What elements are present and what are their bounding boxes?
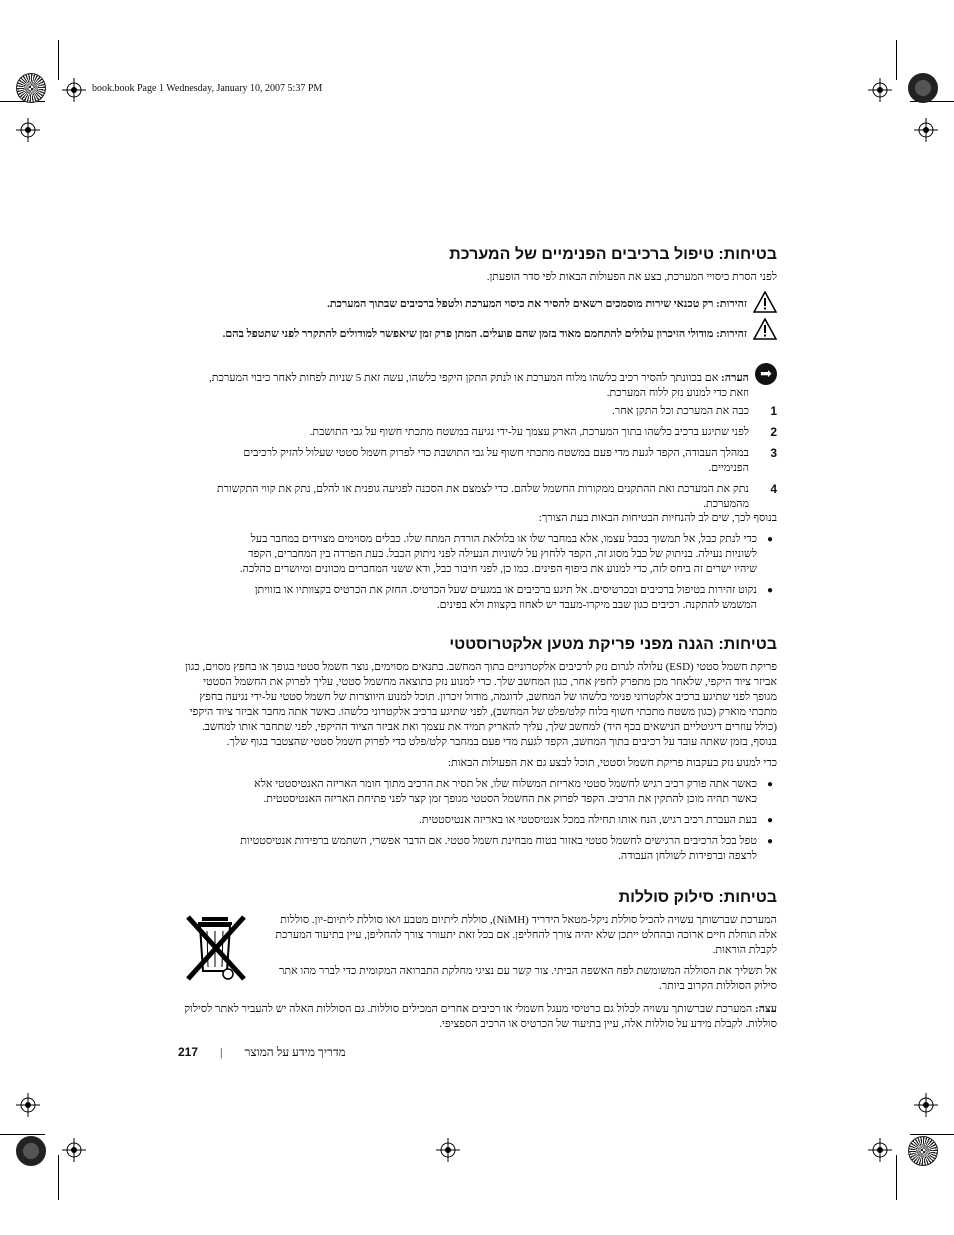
warning-text: זהירות: מודולי הזיכרון עלולים להתחמם מאוד בזמן שהם פועלים. המתן פרק זמן שיאפשר למודולים להתקרר לפני שתטפל בהם. — [222, 328, 747, 340]
step-item — [178, 425, 777, 440]
registration-crosshair — [16, 1093, 40, 1117]
bullet-icon: ● — [766, 836, 774, 847]
section-battery-disposal — [178, 889, 777, 1032]
page-footer — [178, 1045, 777, 1060]
step-number: 3 — [770, 446, 777, 460]
crossed-bin-icon — [184, 913, 254, 985]
tip-text — [178, 1002, 777, 1032]
registration-rosette — [908, 1136, 938, 1166]
list-item — [178, 532, 777, 577]
registration-rosette — [16, 73, 46, 103]
crop-mark — [896, 40, 897, 80]
note-box — [178, 363, 777, 401]
registration-crosshair — [914, 118, 938, 142]
section-title: בטיחות: סילוק סוללות — [618, 889, 777, 906]
warning-box — [178, 291, 777, 313]
page-number: 217 — [178, 1045, 199, 1059]
steps-list — [178, 404, 777, 518]
section-title: בטיחות: הגנה מפני פריקת מטען אלקטרוסטטי — [449, 636, 777, 653]
step-text: לפני שתיגע ברכיב כלשהו בתוך המערכת, הארק עצמך על-ידי נגיעה במשטח מתכתי חשוף על גבי התושבת. — [309, 426, 749, 438]
crop-mark — [910, 1134, 954, 1135]
note-body: אם בכוונתך להסיר רכיב כלשהו מלוח המערכת או לנתק התקן היקפי כלשהו, עשה זאת 5 שניות לפחות לאחר כיבוי המערכת, וזאת כדי למנוע נזק ללוח המערכת. — [209, 372, 749, 399]
step-item — [178, 404, 777, 419]
section-esd-protection — [178, 636, 777, 870]
step-item — [178, 446, 777, 476]
footer-guide-title: מדריך מידע על המוצר — [244, 1045, 346, 1059]
list-item — [178, 813, 777, 828]
battery-paragraph: אל תשליך את הסוללה המשומשת לפח האשפה הביתי. צור קשר עם נציגי מחלקת התברואה המקומית כדי לברר מהו אתר סילוק הסוללות הקרוב ביותר. — [278, 965, 777, 992]
section-intro: לפני הסרת כיסויי המערכת, בצע את הפעולות הבאות לפי סדר הופעתן. — [486, 271, 777, 283]
bullet-icon: ● — [766, 585, 774, 596]
registration-crosshair — [62, 78, 86, 102]
step-text: במהלך העבודה, הקפד לגעת מדי פעם במשטח מתכתי חשוף על גבי התושבת כדי לפרוק חשמל סטטי שעלול להזיק לרכיבים הפנימיים. — [243, 447, 749, 474]
list-item — [178, 777, 777, 807]
bullet-list — [178, 532, 777, 613]
list-item-text: טפל בכל הרכיבים הרגישים לחשמל סטטי באזור בטוח מבחינת חשמל סטטי. אם הדבר אפשרי, השתמש ברפידות אנטיסטטיות לרצפה וברפידות לשולחן העבודה. — [240, 835, 757, 862]
warning-triangle-icon — [753, 318, 777, 340]
list-item-text: כדי לנתק כבל, אל תמשוך בכבל עצמו, אלא במחבר שלו או בלולאת הורדת המתח שלו. כבלים מסוימים מצוידים במחבר בעל לשוניות נעילה. בניתוק של כבל מסוג זה, הקפד ללחוץ על לשוניות הנעילה לפני ניתוק הכבל. בעת הפרדה בין המחברים, הקפד שיהיו ישרים זה ביחס לזה, כדי למנוע את כיפוף הפינים. כמו כן, לפני חיבור כבל, ודא ששני המחברים מכוונים ומיושרים כהלכה. — [239, 533, 757, 575]
note-icon: ➡ — [755, 363, 777, 385]
section-handling-internal-components — [178, 246, 777, 285]
note-text — [189, 363, 749, 401]
step-text: נתק את המערכת ואת ההתקנים ממקורות החשמל שלהם. כדי לצמצם את הסכנה לפגיעה גופנית או להלם, נתק את קווי התקשורת מהמערכת. — [216, 483, 749, 510]
print-header-stamp: book.book Page 1 Wednesday, January 10, 2007 5:37 PM — [92, 83, 323, 94]
list-item — [178, 834, 777, 864]
footer-separator: | — [220, 1045, 223, 1059]
crop-mark — [896, 1155, 897, 1200]
note-label: הערה: — [721, 372, 749, 384]
step-text: כבה את המערכת וכל התקן אחר. — [612, 405, 749, 417]
registration-crosshair — [62, 1138, 86, 1162]
bullet-list — [178, 777, 777, 864]
section-body: פריקת חשמל סטטי (ESD) עלולה לגרום נזק לרכיבים אלקטרוניים בתוך המחשב. בתנאים מסוימים, נוצר חשמל סטטי בגופך או בחפץ מסוים, כגון אביזר ציוד היקפי, שלאחר מכן מתפרק לחפץ אחר, כגון המחשב שלך. כדי למנוע נזק כתוצאה מחשמל סטטי, עליך לפרוק את החשמל הסטטי מגופך לפני שתיגע ברכיב אלקטרוני פנימי כלשהו של המחשב, לדוגמה, מודול זיכרון. תוכל למנוע היווצרות של חשמל סטטי על-ידי נגיעה בחפץ מתכתי מוארק (כגון משטח מתכתי חשוף בלוח קלט/פלט של המחשב), לפני שתיגע ברכיב אלקטרוני כלשהו. כאשר אתה מחבר אביזר ציוד היקפי (כולל עוזרים דיגיטליים הנישאים בכף היד) למחשב שלך, עליך להאריק תמיד את עצמך ואת אביזר הציוד ההיקפי, לפני שתחבר אותו למחשב. בנוסף, בזמן שאתה עובד על רכיבים בתוך המחשב, הקפד לגעת מדי פעם במחבר קלט/פלט כדי לפרוק חשמל סטטי שהצטבר בגוף שלך. — [185, 661, 777, 748]
step-number: 4 — [770, 482, 777, 496]
crop-mark — [58, 40, 59, 80]
registration-crosshair — [16, 118, 40, 142]
list-item-text: בעת העברת רכיב רגיש, הנח אותו תחילה במכל אנטיסטטי או באריזה אנטיסטטית. — [419, 814, 757, 826]
crop-mark — [0, 101, 45, 102]
registration-crosshair — [868, 78, 892, 102]
crop-mark — [58, 1155, 59, 1200]
list-item-text: כאשר אתה פורק רכיב רגיש לחשמל סטטי מאריזת המשלוח שלו, אל תסיר את הרכיב מתוך חומר האריזה האנטיסטטי אלא כאשר תהיה מוכן להתקין את הרכיב. הקפד לפרוק את החשמל הסטטי מגופך זמן קצר לפני פתיחת האריזה האנטיסטטית. — [254, 778, 757, 805]
warning-text: זהירות: רק טכנאי שירות מוסמכים רשאים להסיר את כיסוי המערכת ולטפל ברכיבים שבתוך המערכת. — [327, 298, 747, 310]
list-item — [178, 583, 777, 613]
tip-body: המערכת שברשותך עשויה לכלול גם כרטיסי מעגל חשמלי או רכיבים אחרים המכילים סוללות. גם הסוללות האלה יש להעביר לאתר לסילוק סוללות. לקבלת מידע על סוללות אלה, עיין בתיעוד של הכרטיס או הרכיב הספציפי. — [184, 1003, 777, 1030]
registration-crosshair — [436, 1138, 460, 1162]
bullet-icon: ● — [766, 815, 774, 826]
step-number: 1 — [770, 404, 777, 418]
registration-crosshair — [868, 1138, 892, 1162]
step-number: 2 — [770, 425, 777, 439]
registration-crosshair — [914, 1093, 938, 1117]
additional-guidelines — [178, 511, 777, 619]
warning-box — [178, 318, 777, 342]
addition-lead: בנוסף לכך, שים לב להנחיות הבטיחות הבאות בעת הצורך: — [538, 512, 777, 524]
list-item-text: נקוט זהירות בטיפול ברכיבים ובכרטיסים. אל תיגע ברכיבים או במגעים שעל הכרטיס. החזק את הכרטיס בקצוותיו או בזוויתן המשמש להתקנה. רכיבים כגון שבב מיקרו-מעבד יש לאחוז בקצוות ולא בפינים. — [254, 584, 757, 611]
registration-rosette — [908, 73, 938, 103]
bullet-icon: ● — [766, 534, 774, 545]
registration-rosette — [16, 1136, 46, 1166]
battery-paragraph: המערכת שברשותך עשויה להכיל סוללת ניקל-מטאל הידריד (NiMH), סוללת ליתיום מטבע ו/או סוללת ליתיום-יון. סוללות אלה תוחלת חיים ארוכה ובהחלט ייתכן שלא יהיה צורך להחליפן. אם בכל זאת יתעורר צורך להחליפן, עיין בתיעוד המערכת לקבלת הוראות. — [275, 914, 777, 956]
tip-label: עצה: — [755, 1003, 777, 1015]
section-title: בטיחות: טיפול ברכיבים הפנימיים של המערכת — [449, 246, 777, 263]
crop-mark — [0, 1134, 45, 1135]
bullet-icon: ● — [766, 779, 774, 790]
section-lead: כדי למנוע נזק בעקבות פריקת חשמל וסטטי, תוכל לבצע גם את הפעולות הבאות: — [447, 757, 777, 769]
warning-triangle-icon — [753, 291, 777, 313]
step-item — [178, 482, 777, 512]
